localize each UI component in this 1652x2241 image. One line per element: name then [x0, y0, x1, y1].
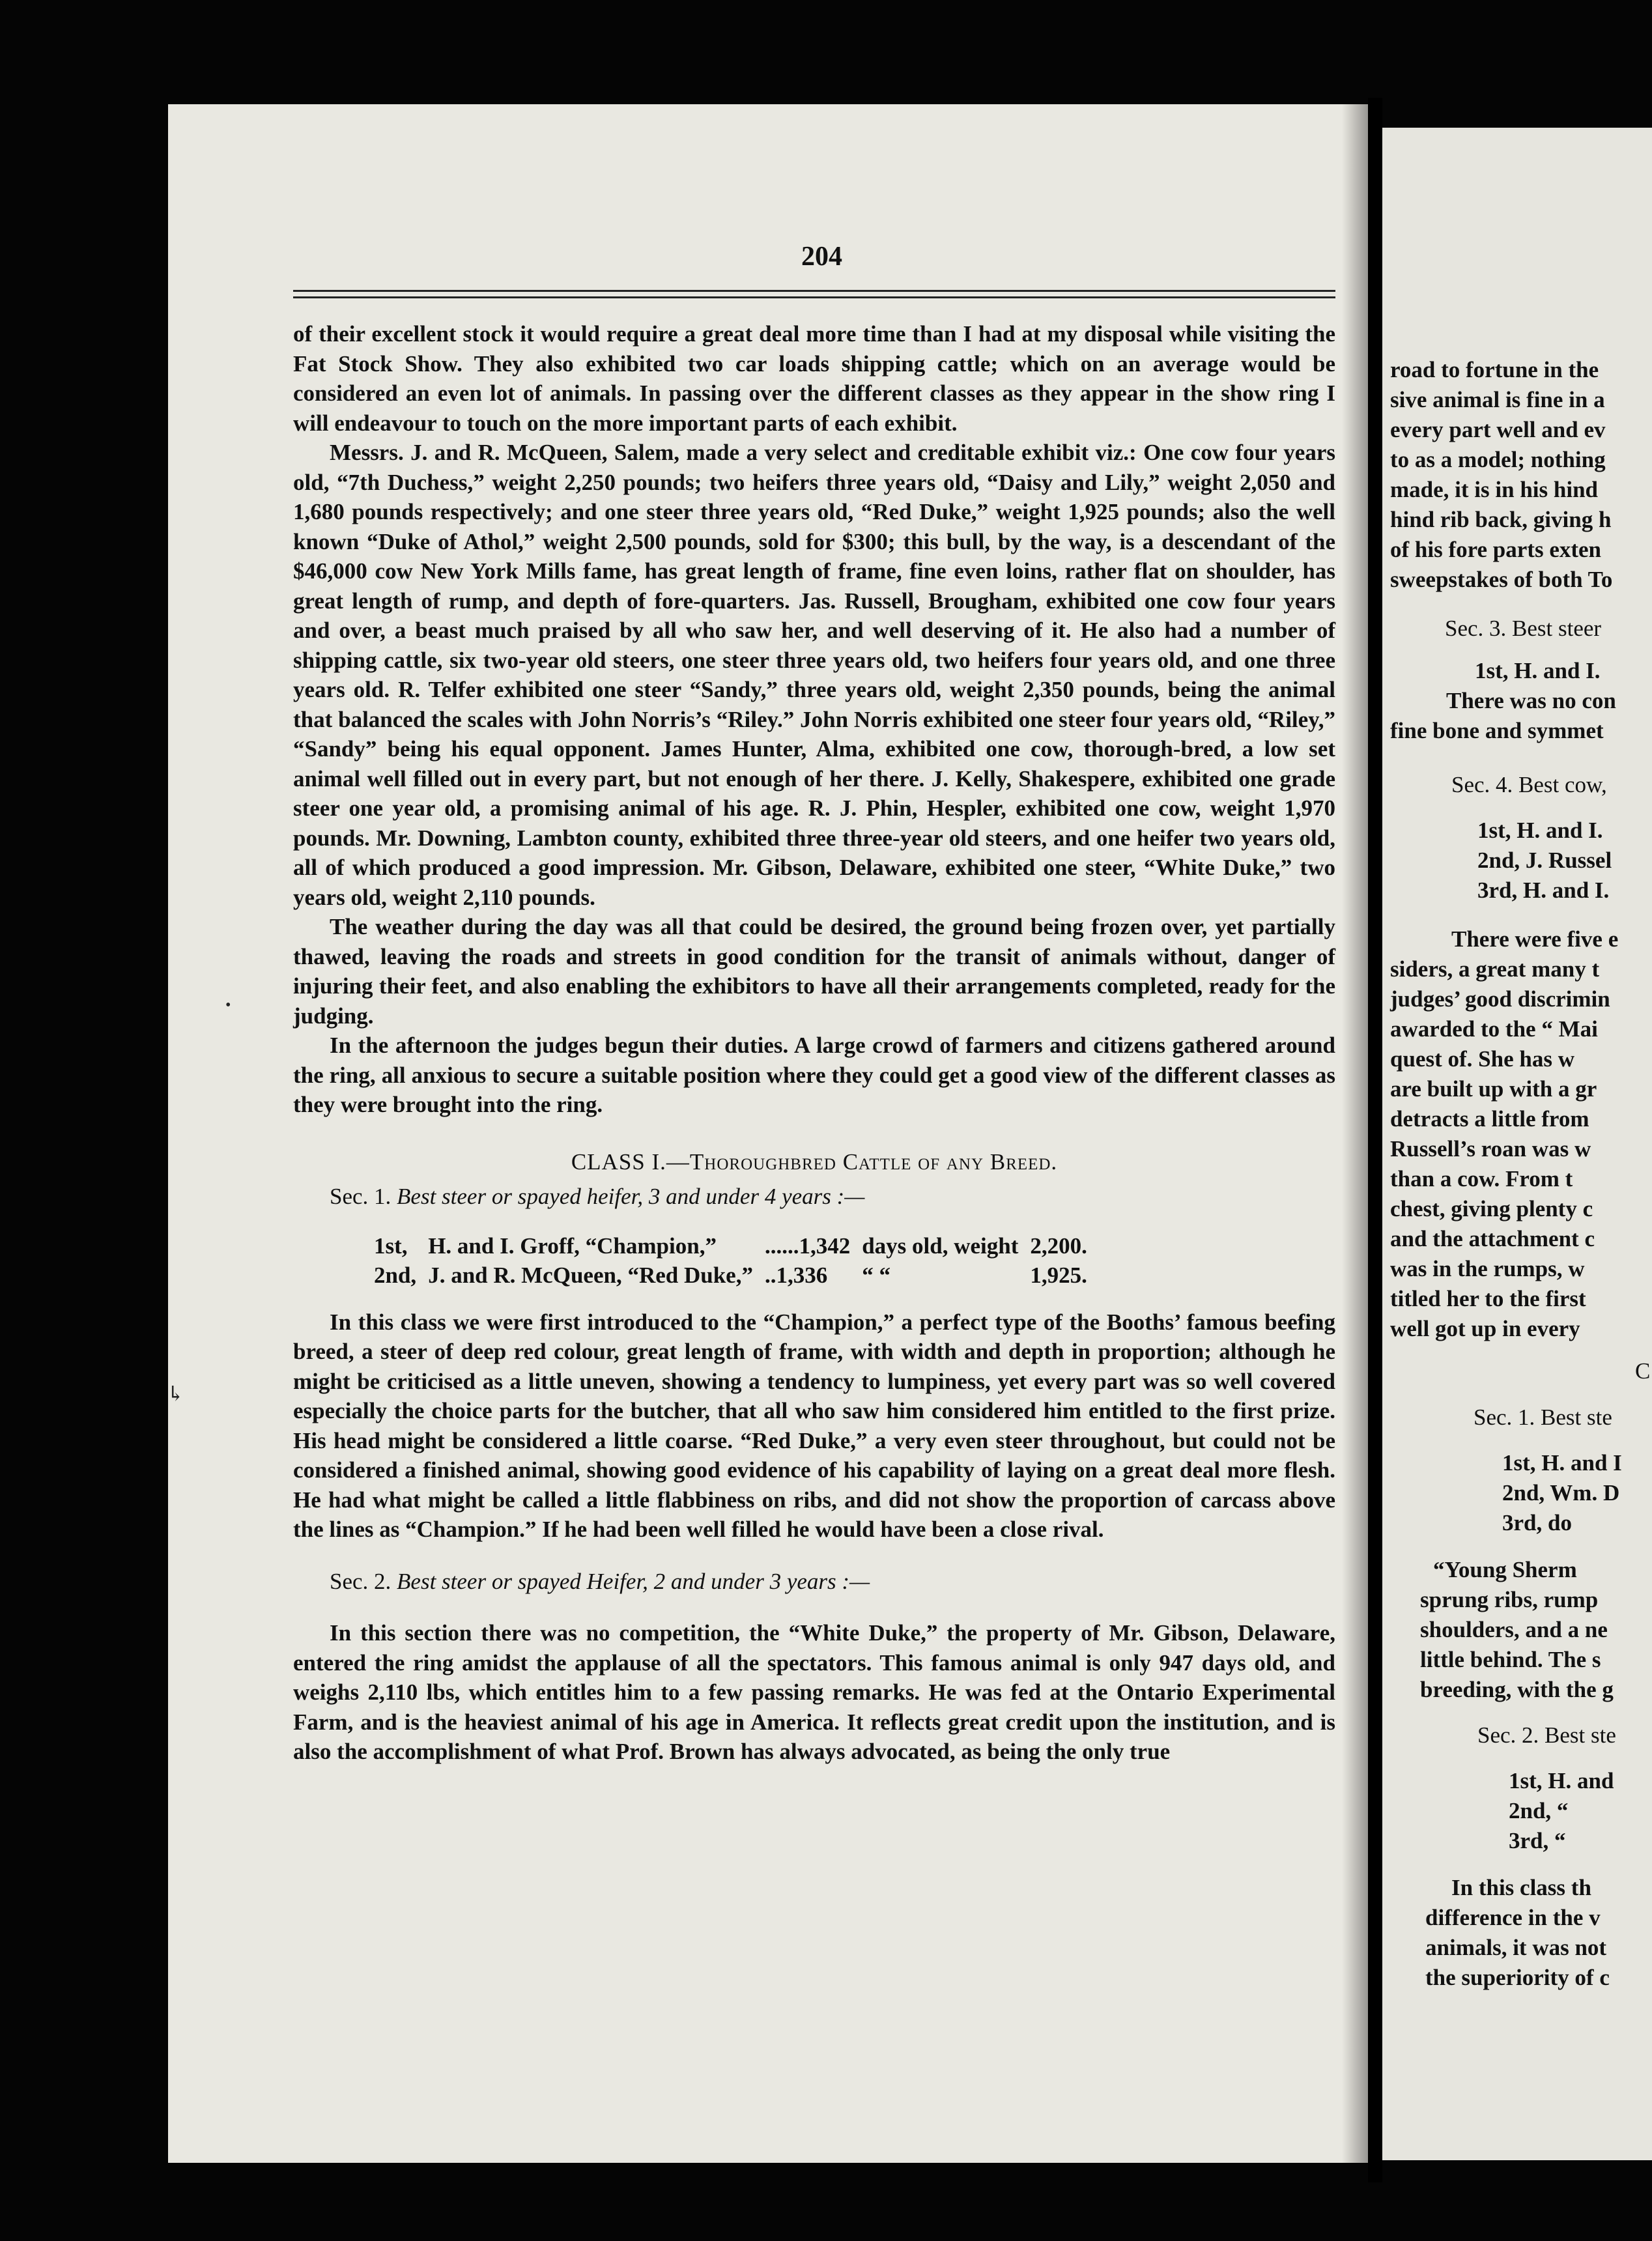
right-page-line: difference in the v — [1425, 1905, 1601, 1930]
right-page-line: quest of. She has w — [1390, 1046, 1574, 1072]
paragraph-continuation: of their excellent stock it would require a great deal more time than I had at my disposal while visiting the Fat Stock Show. They also exhibited two car loads shipping cattle; which on an average would be considered an even lot of animals. In passing over the different classes as they appear in the show ring I will endeavour to touch on the more important parts of each exhibit. — [293, 321, 1335, 436]
award-name: H. and I. Groff, “Champion,” — [428, 1233, 717, 1259]
right-page-line: detracts a little from — [1390, 1106, 1589, 1132]
right-page-line: C — [1635, 1358, 1651, 1384]
right-page-line: chest, giving plenty c — [1390, 1196, 1593, 1221]
section-1-title: Best steer or spayed heifer, 3 and under 4 years :— — [397, 1184, 865, 1209]
spacer — [293, 1600, 1335, 1618]
right-page-line: There were five e — [1451, 926, 1619, 952]
right-page-line: 3rd, H. and I. — [1477, 878, 1610, 903]
paragraph-weather: The weather during the day was all that could be desired, the ground being frozen over, yet partially thawed, leaving the roads and streets in good condition for the transit of animals without, danger of injuring their feet, and also enabling the exhibitors to have all their arrangements completed, ready for the judging. — [293, 914, 1335, 1029]
right-page-line: little behind. The s — [1420, 1647, 1601, 1672]
right-page-line: every part well and ev — [1390, 417, 1606, 442]
right-page-line: Sec. 2. Best ste — [1477, 1722, 1616, 1748]
section-1-awards — [374, 1231, 1099, 1291]
right-page-line: 2nd, J. Russel — [1477, 848, 1612, 873]
section-2-label: Sec. 2. — [330, 1568, 392, 1594]
right-page-line: siders, a great many t — [1390, 956, 1600, 982]
right-page-line: 2nd, “ — [1509, 1798, 1569, 1823]
margin-mark: ↳ — [167, 1382, 184, 1405]
right-page-line: well got up in every — [1390, 1316, 1580, 1341]
right-page-line: the superiority of c — [1425, 1965, 1610, 1990]
paragraph-champion: In this class we were first introduced to the “Champion,” a perfect type of the Booths’ famous beefing breed, a steer of deep red colour, great length of frame, with width and depth in proportion; although he might be criticised as a little uneven, showing a tendency to lumpiness, yet every part was so well covered especially the choice parts for the butcher, that all who saw him considered him entitled to the first prize. His head might be considered a little coarse. “Red Duke,” a very even steer throughout, but could not be considered a finished animal, showing good evidence of his capability of laying on a great deal more flesh. He had what might be called a little flabbiness on ribs, and did not show the proportion of carcass above the lines as “Champion.” If he had been well filled he would have been a close rival. — [293, 1309, 1335, 1542]
right-page-line: 3rd, “ — [1509, 1828, 1566, 1853]
section-2-title: Best steer or spayed Heifer, 2 and under 3 years :— — [397, 1568, 870, 1594]
right-page-line: breeding, with the g — [1420, 1677, 1614, 1702]
right-page-line: In this class th — [1451, 1875, 1591, 1900]
right-page-line: of his fore parts exten — [1390, 537, 1602, 562]
right-page-line: titled her to the first — [1390, 1286, 1586, 1311]
right-page-line: 1st, H. and I — [1502, 1450, 1622, 1476]
section-1-label: Sec. 1. — [330, 1184, 392, 1209]
right-page-line: than a cow. From t — [1390, 1166, 1573, 1192]
page-number: 204 — [801, 242, 842, 272]
award-row — [374, 1231, 1099, 1261]
header-rule-top — [293, 290, 1335, 292]
right-page-line: 1st, H. and I. — [1475, 658, 1601, 683]
main-text-column — [293, 319, 1335, 1767]
award-place: 1st, — [374, 1233, 408, 1259]
section-1-heading — [330, 1182, 1335, 1212]
award-weight: 2,200. — [1030, 1233, 1087, 1259]
right-page-line: to as a model; nothing — [1390, 447, 1606, 472]
right-page-line: road to fortune in the — [1390, 357, 1599, 382]
right-page-line: Sec. 3. Best steer — [1445, 616, 1602, 641]
right-page-line: and the attachment c — [1390, 1226, 1595, 1251]
award-days: ......1,342 — [764, 1233, 851, 1259]
award-place: 2nd, — [374, 1263, 417, 1288]
paragraph-mcqueen-exhibit: Messrs. J. and R. McQueen, Salem, made a very select and creditable exhibit viz.: One cow four years old, “7th Duchess,” weight 2,250 pounds; two heifers three years old, “Daisy and Lily,” weight 2,050 and 1,680 pounds respectively; and one steer three years old, “Red Duke,” weight 1,925 pounds; also the well known “Duke of Athol,” weight 2,500 pounds, sold for $300; this bull, by the way, is a descendant of the $46,000 cow New York Mills fame, has great length of frame, fine even loins, rather flat on shoulder, has great length of rump, and depth of fore-quarters. Jas. Russell, Brougham, exhibited one cow four years and over, a beast much praised by all who saw her, and well deserving of it. He also had a number of shipping cattle, six two-year old steers, one steer three years old, two heifers four years old, and one three years old. R. Telfer exhibited one steer “Sandy,” three years old, weight 2,350 pounds, being the animal that balanced the scales with John Norris’s “Riley.” John Norris exhibited one steer four years old, “Riley,” “Sandy” being his equal opponent. James Hunter, Alma, exhibited one cow, thorough-bred, a low set animal well filled out in every part, but not enough of her there. J. Kelly, Shakespere, exhibited one grade steer one year old, a promising animal of his age. R. J. Phin, Hespler, exhibited one cow, weight 1,970 pounds. Mr. Downing, Lambton county, exhibited three three-year old steers, and one heifer two years old, all of which produced a good impression. Mr. Gibson, Delaware, exhibited one steer, “White Duke,” two years old, weight 2,110 pounds. — [293, 440, 1335, 910]
right-page-line: shoulders, and a ne — [1420, 1617, 1608, 1642]
right-page-line: 1st, H. and I. — [1477, 818, 1603, 843]
award-weight: 1,925. — [1030, 1263, 1087, 1288]
class-heading — [293, 1147, 1335, 1177]
right-page-line: hind rib back, giving h — [1390, 507, 1612, 532]
right-page-line: 2nd, Wm. D — [1502, 1480, 1620, 1506]
section-2-heading — [330, 1567, 1335, 1597]
right-page-line: sive animal is fine in a — [1390, 387, 1605, 412]
right-page-line: was in the rumps, w — [1390, 1256, 1585, 1281]
award-days: ..1,336 — [764, 1263, 828, 1288]
right-page-line: 1st, H. and — [1509, 1768, 1614, 1793]
right-page-line: made, it is in his hind — [1390, 477, 1598, 502]
right-page-line: sprung ribs, rump — [1420, 1587, 1599, 1612]
right-page-line: Russell’s roan was w — [1390, 1136, 1591, 1162]
right-page-line: Sec. 1. Best ste — [1474, 1405, 1612, 1430]
paragraph-judges: In the afternoon the judges begun their duties. A large crowd of farmers and citizens gathered around the ring, all anxious to secure a suitable position where they could get a good view of the different classes as they were brought into the ring. — [293, 1033, 1335, 1117]
page-edge-shadow — [1342, 104, 1368, 2163]
right-page-line: sweepstakes of both To — [1390, 567, 1613, 592]
book-gutter — [1368, 98, 1382, 2182]
class-heading-lead: CLASS I.— — [571, 1149, 690, 1175]
right-page-line: are built up with a gr — [1390, 1076, 1597, 1102]
paragraph-white-duke: In this section there was no competition, the “White Duke,” the property of Mr. Gibson, Delaware, entered the ring amidst the applause of all the spectators. This famous animal is only 947 days old, and weighs 2,110 lbs, which entitles him to a few passing remarks. He was fed at the Ontario Experimental Farm, and is the heaviest animal of his age in America. It reflects great credit upon the institution, and is also the accomplishment of what Prof. Brown has always advocated, as being the only true — [293, 1620, 1335, 1764]
spacer — [293, 1545, 1335, 1563]
award-unit: days old, weight — [862, 1233, 1019, 1259]
award-row — [374, 1261, 1099, 1291]
right-page-line: animals, it was not — [1425, 1935, 1607, 1960]
award-unit: “ “ — [862, 1263, 890, 1288]
margin-mark: • — [225, 997, 231, 1014]
header-rule-bottom — [293, 296, 1335, 298]
right-page-line: There was no con — [1446, 688, 1616, 713]
right-page-line: “Young Sherm — [1433, 1557, 1577, 1582]
award-name: J. and R. McQueen, “Red Duke,” — [428, 1263, 753, 1288]
right-page-line: judges’ good discrimin — [1390, 986, 1610, 1012]
right-page-line: awarded to the “ Mai — [1390, 1016, 1598, 1042]
right-page-line: fine bone and symmet — [1390, 718, 1604, 743]
right-page-line: Sec. 4. Best cow, — [1451, 772, 1607, 797]
right-page-line: 3rd, do — [1502, 1510, 1572, 1535]
class-heading-title: Thoroughbred Cattle of any Breed. — [689, 1149, 1058, 1175]
